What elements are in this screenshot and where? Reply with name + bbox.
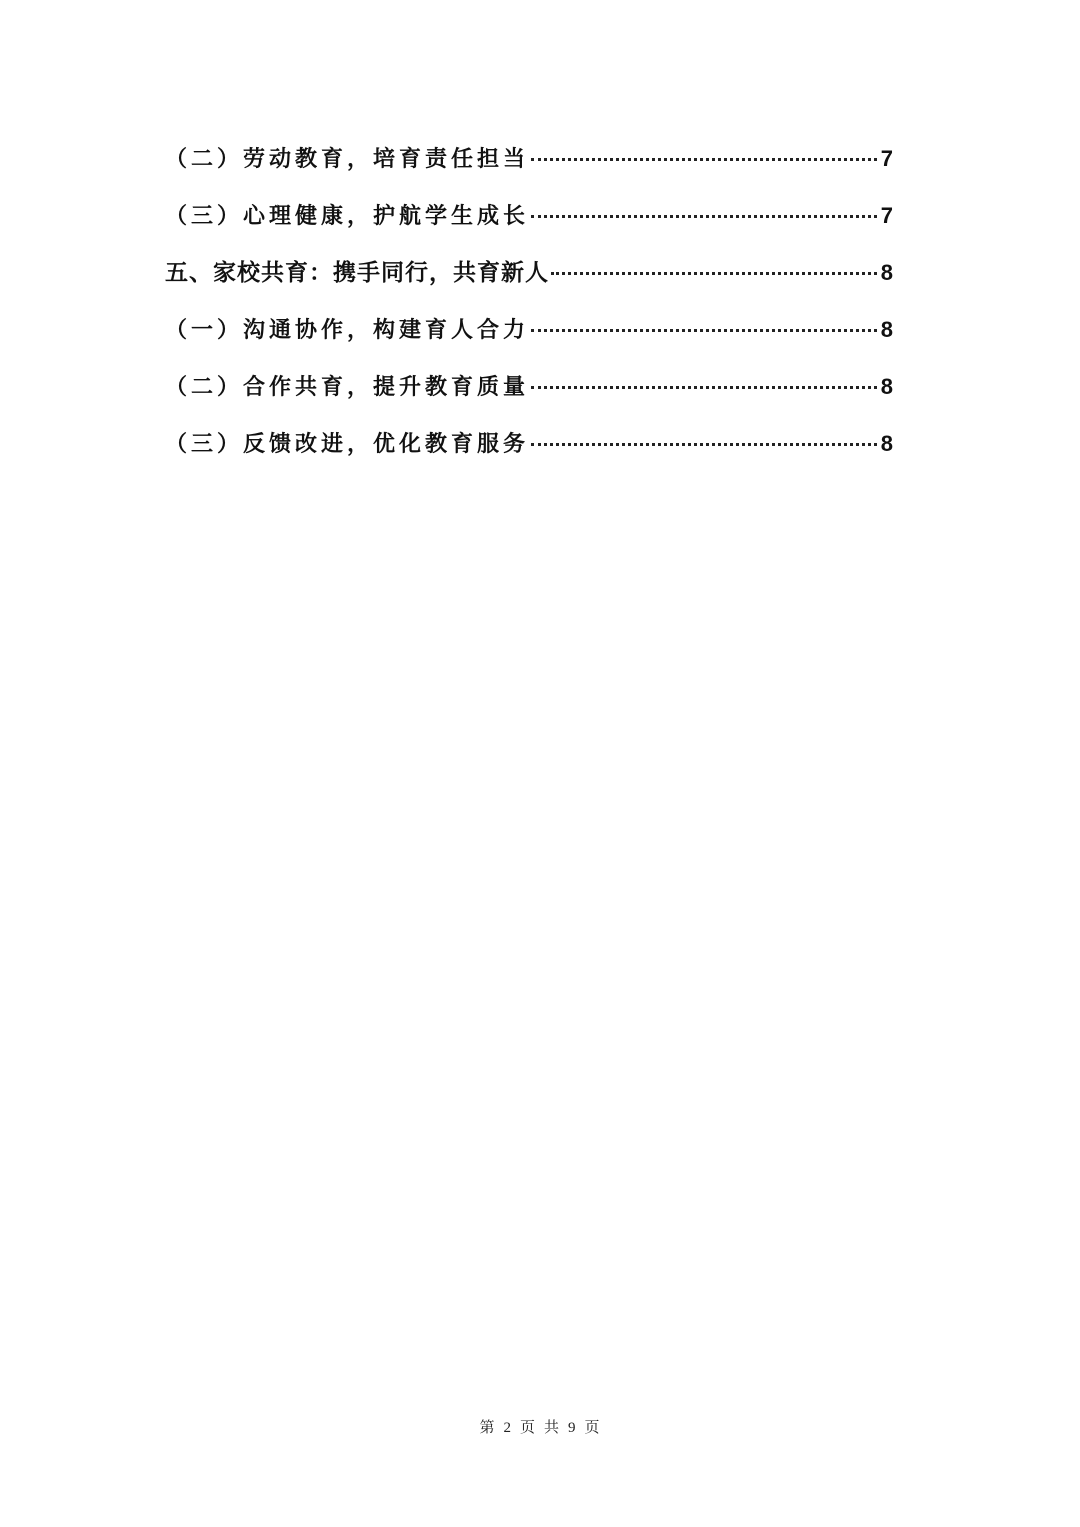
footer-page-word: 页: [519, 1418, 536, 1436]
toc-entry-title: （二）劳动教育，培育责任担当: [165, 146, 530, 172]
toc-entry[interactable]: [165, 130, 893, 187]
toc-dot-leader: [531, 443, 877, 446]
toc-entry[interactable]: [165, 358, 893, 415]
toc-entry[interactable]: [165, 301, 893, 358]
toc-entry-title: （三）反馈改进，优化教育服务: [165, 431, 530, 457]
toc-page-number: 7: [880, 146, 893, 171]
toc-dot-leader: [531, 158, 877, 161]
footer-suffix: 页: [584, 1418, 601, 1436]
toc-entry-title: 五、家校共育：携手同行，共育新人: [165, 260, 549, 286]
toc-page-number: 8: [880, 374, 893, 399]
toc-page-number: 8: [880, 260, 893, 285]
toc-page-number: 8: [880, 317, 893, 342]
footer-total-word: 共: [544, 1418, 561, 1436]
page-footer: [0, 1416, 1080, 1437]
toc-dot-leader: [551, 272, 877, 275]
toc-entry[interactable]: [165, 415, 893, 472]
toc-dot-leader: [531, 215, 877, 218]
toc-page-number: 7: [880, 203, 893, 228]
toc-entry[interactable]: [165, 244, 893, 301]
toc-page-number: 8: [880, 431, 893, 456]
toc-entry-title: （一）沟通协作，构建育人合力: [165, 317, 530, 343]
toc-entry-title: （二）合作共育，提升教育质量: [165, 374, 530, 400]
toc-dot-leader: [531, 386, 877, 389]
footer-total-pages: 9: [568, 1420, 577, 1436]
footer-current-page: 2: [503, 1420, 512, 1436]
footer-prefix: 第: [479, 1418, 496, 1436]
table-of-contents: [165, 130, 893, 472]
toc-entry-title: （三）心理健康，护航学生成长: [165, 203, 530, 229]
toc-dot-leader: [531, 329, 877, 332]
toc-entry[interactable]: [165, 187, 893, 244]
